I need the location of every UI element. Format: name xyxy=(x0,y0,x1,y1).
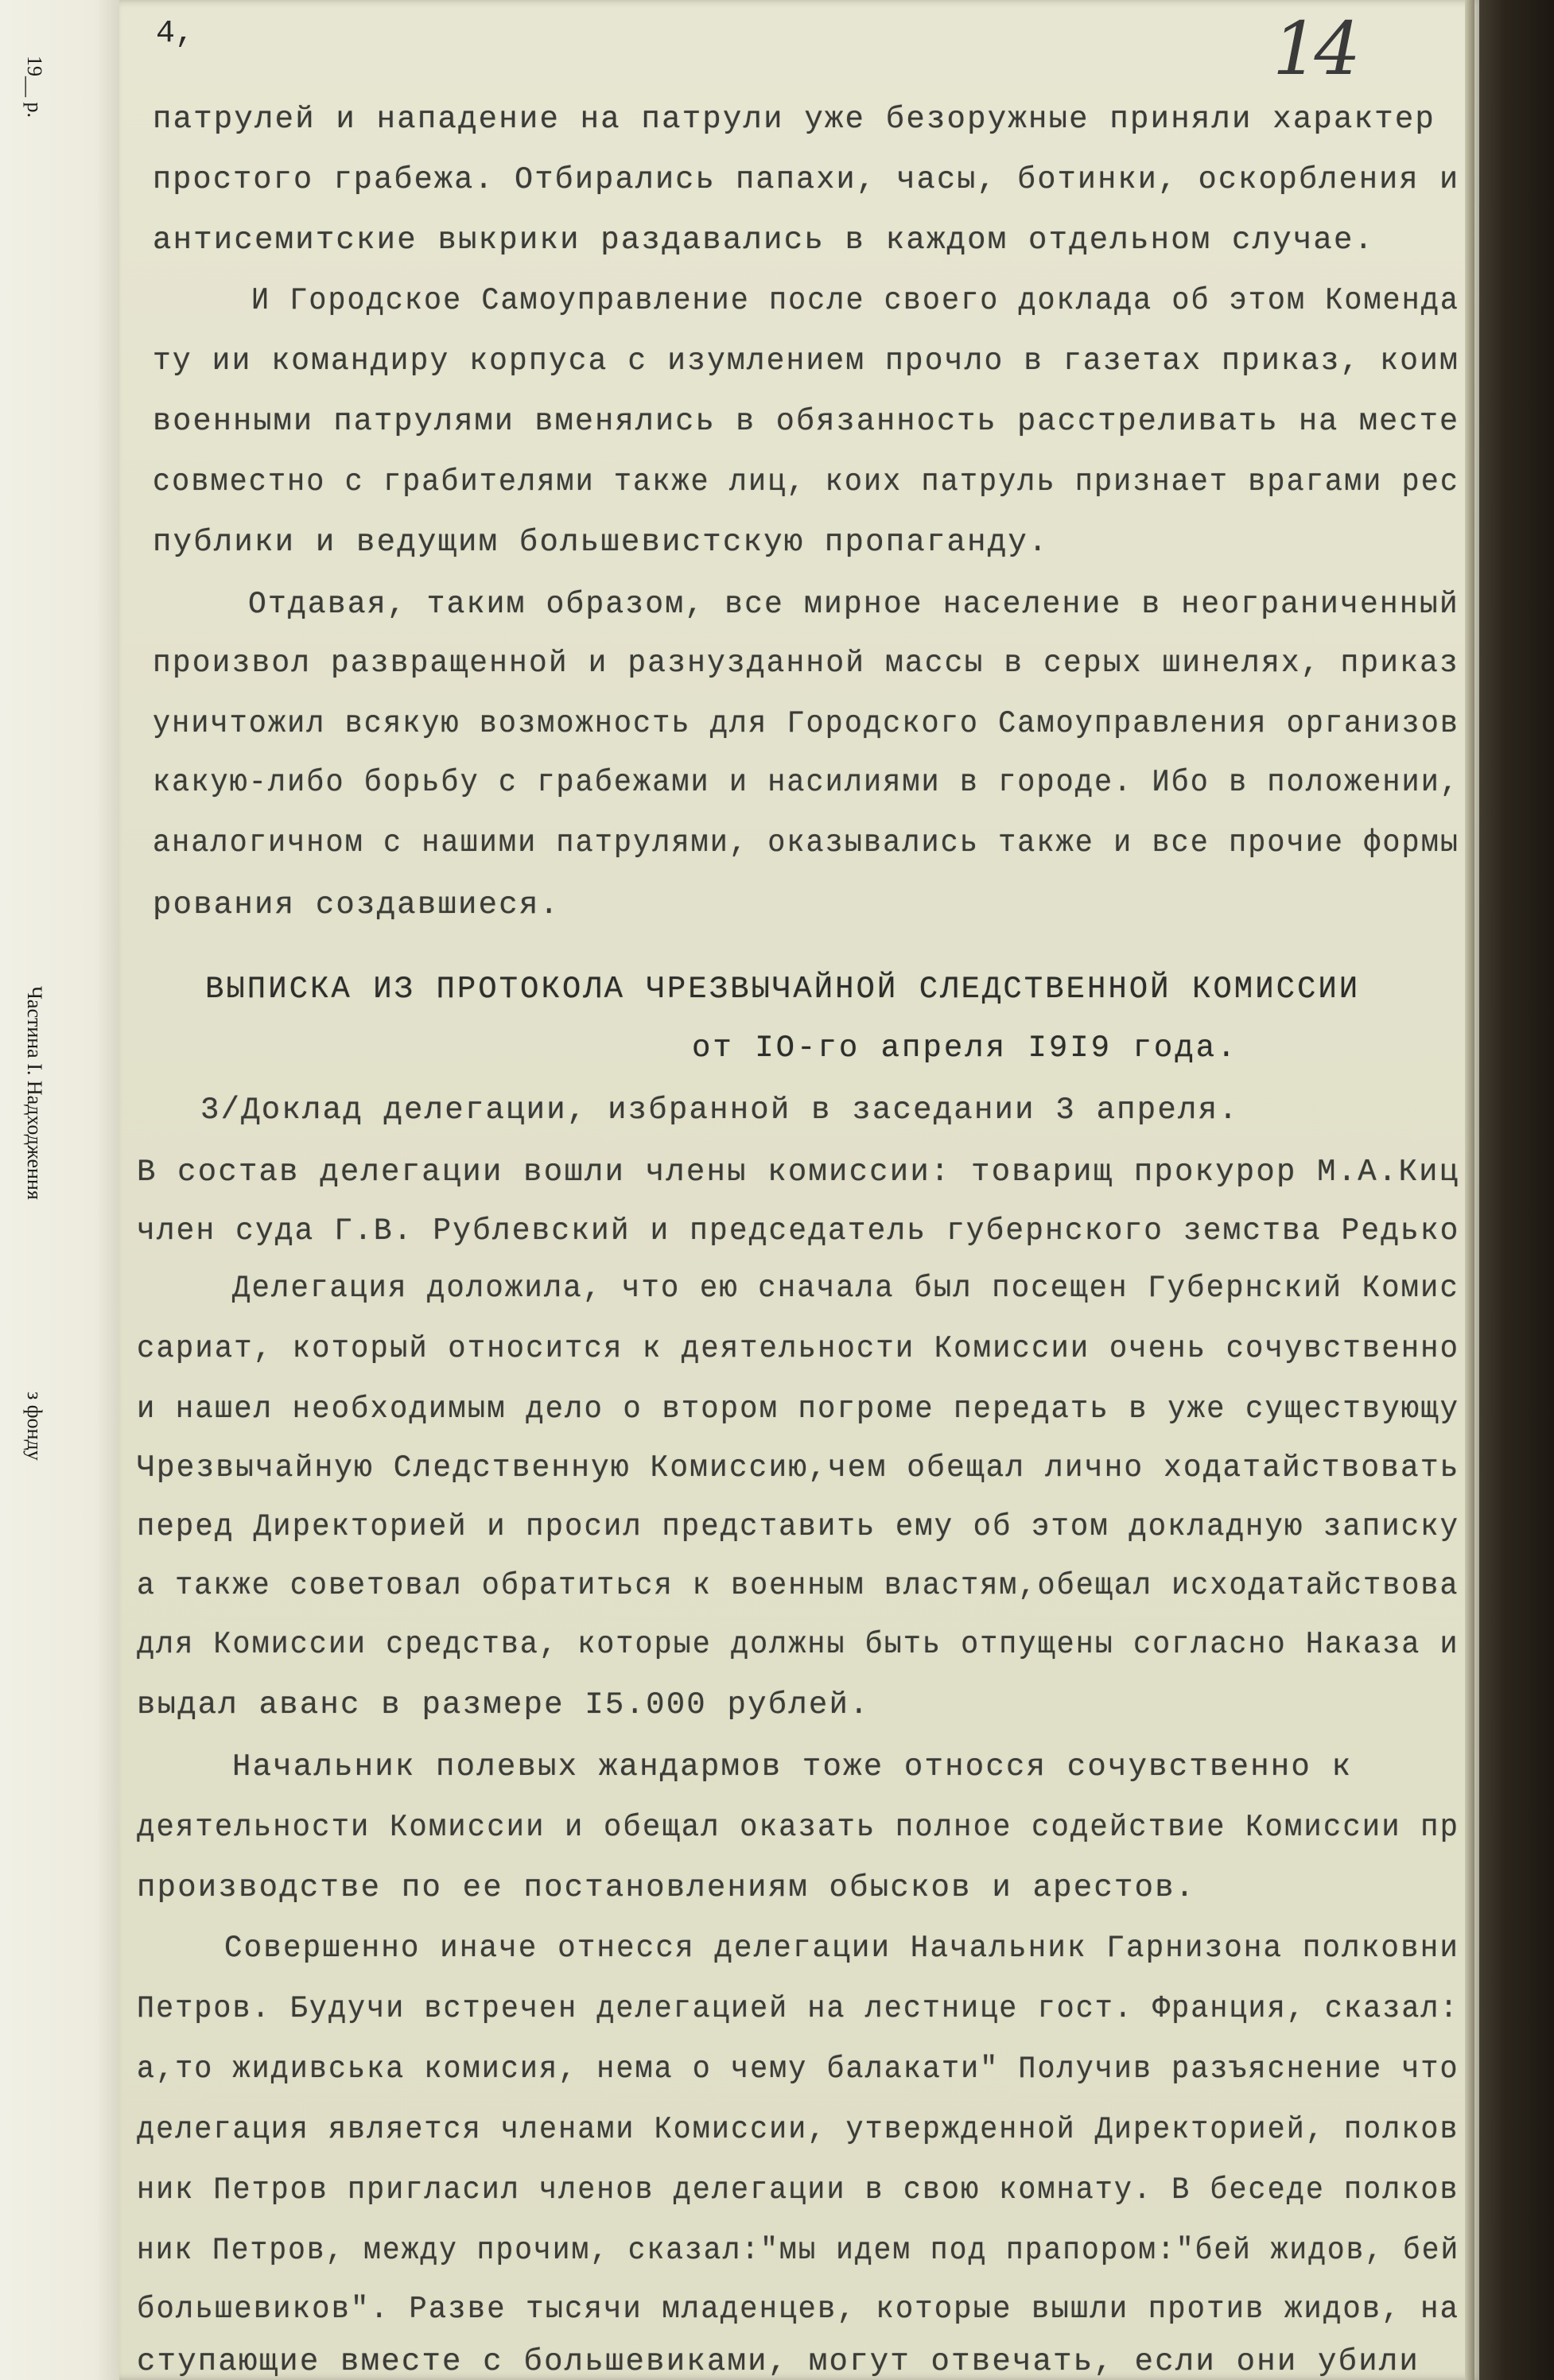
text-line: какую-либо борьбу с грабежами и насилиями в городе. Ибо в положении, xyxy=(153,765,1460,800)
text-line: 3/Доклад делегации, избранной в заседании 3 апреля. xyxy=(200,1093,1239,1128)
text-line: патрулей и нападение на патрули уже безоружные приняли характер xyxy=(153,102,1436,137)
text-line: член суда Г.В. Рублевский и председатель губернского земства Редько xyxy=(137,1213,1460,1248)
text-line: деятельности Комиссии и обещал оказать полное содействие Комиссии пр xyxy=(137,1810,1460,1845)
text-line: и нашел необходимым дело о втором погроме передать в уже существующу xyxy=(137,1392,1460,1427)
text-line: производстве по ее постановлениям обысков и арестов. xyxy=(137,1870,1196,1905)
text-line: И Городское Самоуправление после своего доклада об этом Коменда xyxy=(251,283,1460,318)
text-line: Чрезвычайную Следственную Комиссию,чем обещал лично ходатайствовать xyxy=(137,1450,1460,1485)
section-heading: ВЫПИСКА ИЗ ПРОТОКОЛА ЧРЕЗВЫЧАЙНОЙ СЛЕДСТВЕННОЙ КОМИССИИ xyxy=(205,972,1361,1007)
text-line: совместно с грабителями также лиц, коих патруль признает врагами рес xyxy=(153,464,1460,499)
text-line: Начальник полевых жандармов тоже относся сочувственно к xyxy=(232,1749,1353,1784)
text-line: а также советовал обратиться к военным властям,обещал исходатайствова xyxy=(137,1568,1459,1603)
text-line: а,то жидивська комисия, нема о чему балакати" Получив разъяснение что xyxy=(137,2052,1459,2087)
text-line: выдал аванс в размере I5.000 рублей. xyxy=(137,1687,870,1722)
margin-year-label: 19__ р. xyxy=(23,56,46,118)
page-number: 4, xyxy=(156,16,195,52)
margin-part-label: Частина I. Надходження xyxy=(23,986,46,1200)
binding-margin xyxy=(0,0,121,2380)
text-line: перед Директорией и просил представить ему об этом докладную записку xyxy=(137,1509,1460,1544)
page-edge xyxy=(1465,0,1474,2380)
text-line: ник Петров, между прочим, сказал:"мы идем под прапором:"бей жидов, бей xyxy=(137,2233,1460,2268)
text-line: сариат, который относится к деятельности Комиссии очень сочувственно xyxy=(137,1331,1460,1366)
text-line: уничтожил всякую возможность для Городского Самоуправления организов xyxy=(153,706,1460,741)
text-line: Делегация доложила, что ею сначала был посещен Губернский Комис xyxy=(232,1271,1460,1306)
handwritten-folio-number: 14 xyxy=(1272,6,1357,91)
margin-fund-label: з фонду xyxy=(23,1392,46,1461)
text-line: антисемитские выкрики раздавались в каждом отдельном случае. xyxy=(153,223,1375,258)
heading-date: от IO-го апреля I9I9 года. xyxy=(692,1031,1238,1066)
text-line: большевиков". Разве тысячи младенцев, которые вышли против жидов, на xyxy=(137,2292,1460,2327)
text-line: аналогичном с нашими патрулями, оказывались также и все прочие формы xyxy=(153,825,1460,860)
text-line: Петров. Будучи встречен делегацией на лестнице гост. Франция, сказал: xyxy=(137,1991,1459,2026)
text-line: ступающие вместе с большевиками, могут отвечать, если они убили xyxy=(137,2344,1420,2379)
text-line: Совершенно иначе отнесся делегации Начальник Гарнизона полковни xyxy=(224,1931,1460,1966)
text-line: военными патрулями вменялись в обязанность расстреливать на месте xyxy=(153,404,1460,439)
text-line: ту ии командиру корпуса с изумлением прочло в газетах приказ, коим xyxy=(153,344,1459,379)
text-line: В состав делегации вошли члены комиссии: товарищ прокурор М.А.Киц xyxy=(137,1155,1460,1190)
text-line: рования создавшиеся. xyxy=(153,887,561,922)
text-line: произвол развращенной и разнузданной массы в серых шинелях, приказ xyxy=(153,646,1459,681)
backing-board xyxy=(1471,0,1554,2380)
text-line: Отдавая, таким образом, все мирное население в неограниченный xyxy=(248,587,1459,622)
text-line: делегация является членами Комиссии, утвержденной Директорией, полков xyxy=(137,2112,1459,2147)
text-line: простого грабежа. Отбирались папахи, часы, ботинки, оскорбления и xyxy=(153,162,1460,197)
text-line: ник Петров пригласил членов делегации в свою комнату. В беседе полков xyxy=(137,2172,1459,2207)
text-line: публики и ведущим большевистскую пропаганду. xyxy=(153,525,1049,560)
text-line: для Комиссии средства, которые должны быть отпущены согласно Наказа и xyxy=(137,1627,1459,1662)
